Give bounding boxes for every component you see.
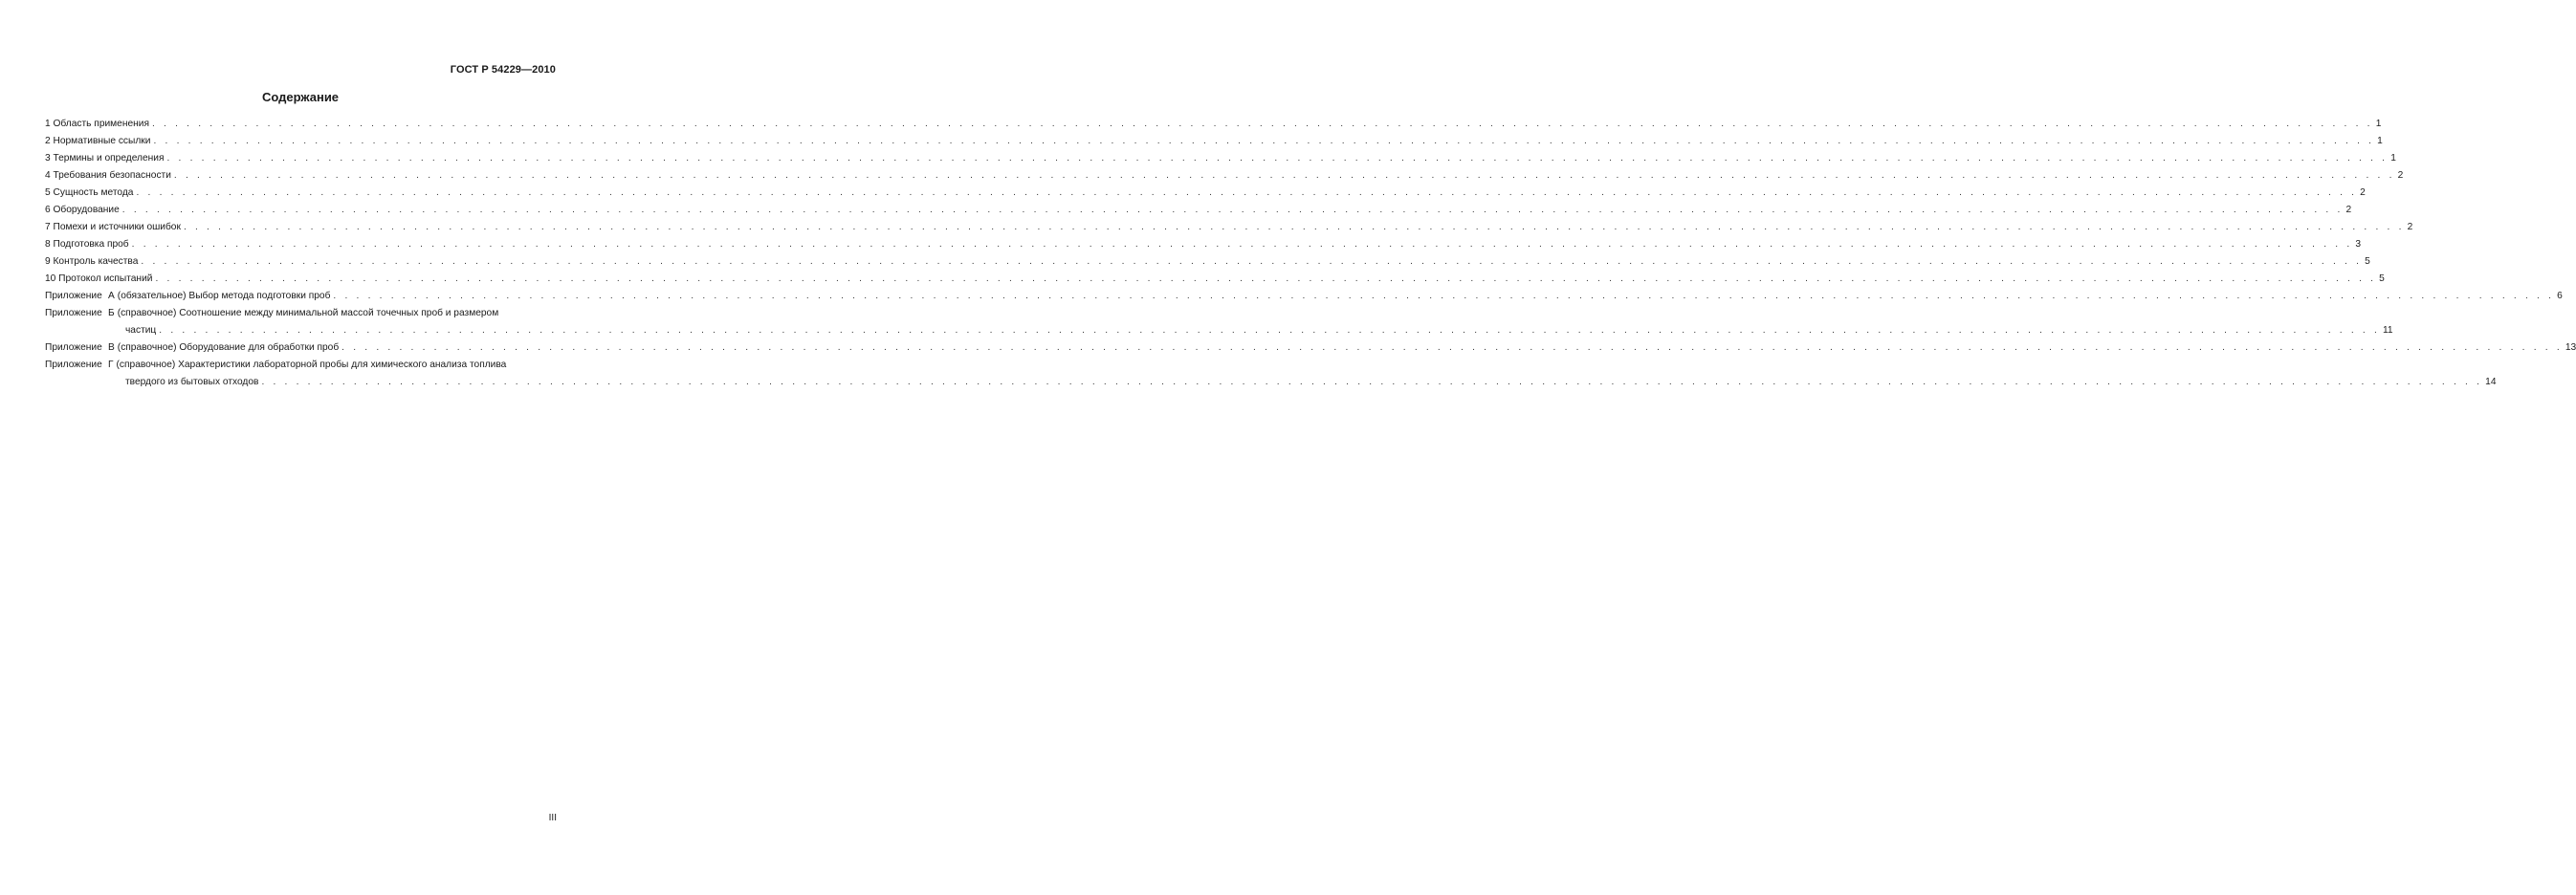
toc-entry-page: 13 bbox=[2565, 342, 2576, 353]
dot-leader bbox=[184, 219, 2405, 236]
toc-entry-page: 2 bbox=[2407, 222, 2413, 232]
toc-entry-page: 6 bbox=[2557, 291, 2563, 301]
toc-entry-page: 1 bbox=[2375, 119, 2382, 129]
toc-entry-page: 2 bbox=[2397, 170, 2404, 181]
toc-entry[interactable] bbox=[45, 133, 2383, 150]
appendix-letter: В bbox=[108, 342, 115, 353]
toc-entry-label: 6 Оборудование bbox=[45, 205, 120, 215]
toc-entry-page: 14 bbox=[2485, 377, 2497, 387]
toc-entry-label: 8 Подготовка проб bbox=[45, 239, 129, 250]
toc-entry[interactable] bbox=[45, 271, 2385, 288]
dot-leader bbox=[159, 322, 2380, 339]
dot-leader bbox=[155, 271, 2376, 288]
toc-entry-page: 2 bbox=[2345, 205, 2352, 215]
toc-entry-page: 5 bbox=[2379, 273, 2385, 284]
dot-leader bbox=[141, 253, 2362, 271]
appendix-title-continued: твердого из бытовых отходов bbox=[125, 377, 259, 387]
dot-leader bbox=[341, 339, 2563, 357]
toc-entry[interactable] bbox=[45, 150, 2396, 167]
toc-entry[interactable] bbox=[45, 116, 2382, 133]
toc-entry-label: 9 Контроль качества bbox=[45, 256, 139, 267]
appendix-title: (справочное) Характеристики лабораторной пробы для химического анализа топлива bbox=[116, 360, 507, 370]
toc-entry[interactable] bbox=[45, 202, 2352, 219]
dot-leader bbox=[152, 116, 2373, 133]
appendix-letter: Г bbox=[108, 360, 114, 370]
appendix-title-continued: частиц bbox=[125, 325, 157, 336]
appendix-title: (справочное) Оборудование для обработки проб bbox=[117, 342, 340, 353]
toc-entry-page: 11 bbox=[2382, 325, 2393, 336]
dot-leader bbox=[122, 202, 2344, 219]
table-of-contents bbox=[45, 116, 2576, 391]
dot-leader bbox=[261, 374, 2482, 391]
toc-entry-label: 1 Область применения bbox=[45, 119, 149, 129]
appendix-word: Приложение bbox=[45, 291, 102, 301]
toc-entry-label: 5 Сущность метода bbox=[45, 187, 134, 198]
dot-leader bbox=[333, 288, 2554, 305]
appendix-word: Приложение bbox=[45, 360, 102, 370]
toc-appendix-a[interactable] bbox=[45, 288, 2563, 305]
toc-appendix-b[interactable] bbox=[45, 305, 2393, 339]
dot-leader bbox=[132, 236, 2353, 253]
toc-entry-label: 7 Помехи и источники ошибок bbox=[45, 222, 181, 232]
appendix-title: (обязательное) Выбор метода подготовки проб bbox=[117, 291, 331, 301]
toc-entry[interactable] bbox=[45, 219, 2413, 236]
toc-entry-label: 10 Протокол испытаний bbox=[45, 273, 153, 284]
page-number: III bbox=[548, 813, 557, 823]
toc-appendix-v[interactable] bbox=[45, 339, 2576, 357]
dot-leader bbox=[174, 167, 2395, 185]
dot-leader bbox=[153, 133, 2374, 150]
toc-entry-page: 3 bbox=[2355, 239, 2362, 250]
toc-entry-page: 1 bbox=[2390, 153, 2396, 164]
toc-entry-page: 5 bbox=[2365, 256, 2370, 267]
toc-title: Содержание bbox=[261, 90, 340, 104]
document-code: ГОСТ Р 54229—2010 bbox=[450, 64, 556, 76]
toc-appendix-g[interactable] bbox=[45, 357, 2497, 391]
appendix-word: Приложение bbox=[45, 342, 102, 353]
appendix-letter: Б bbox=[108, 308, 115, 318]
appendix-title: (справочное) Соотношение между минимальной массой точечных проб и размером bbox=[117, 308, 499, 318]
toc-entry[interactable] bbox=[45, 253, 2370, 271]
toc-entry-page: 2 bbox=[2360, 187, 2366, 198]
dot-leader bbox=[136, 185, 2357, 202]
toc-entry[interactable] bbox=[45, 236, 2362, 253]
appendix-word: Приложение bbox=[45, 308, 102, 318]
toc-entry-label: 4 Требования безопасности bbox=[45, 170, 171, 181]
toc-entry[interactable] bbox=[45, 167, 2404, 185]
toc-entry-label: 2 Нормативные ссылки bbox=[45, 136, 151, 146]
dot-leader bbox=[166, 150, 2388, 167]
toc-entry[interactable] bbox=[45, 185, 2366, 202]
appendix-letter: А bbox=[108, 291, 115, 301]
toc-entry-page: 1 bbox=[2377, 136, 2383, 146]
toc-entry-label: 3 Термины и определения bbox=[45, 153, 165, 164]
